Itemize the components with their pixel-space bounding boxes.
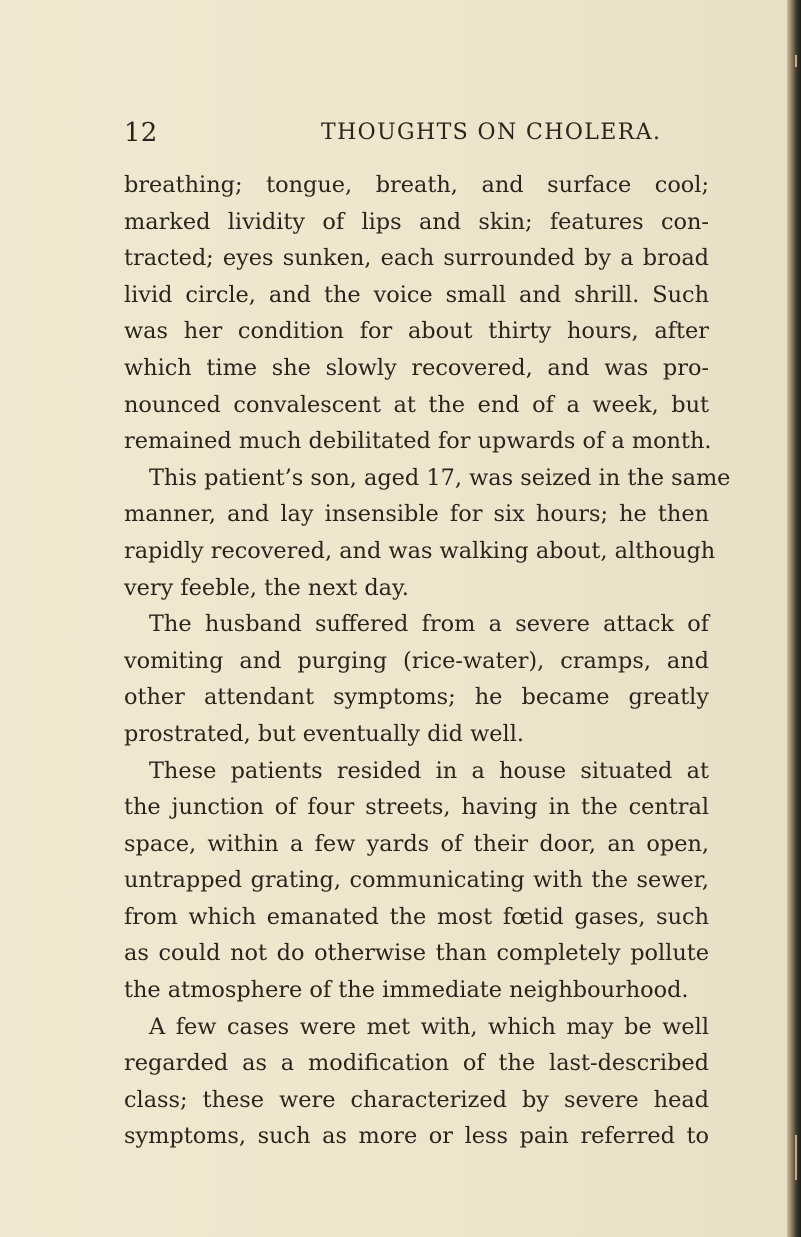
binding-mark [795,1135,797,1180]
text-line: very feeble, the next day. [124,574,409,601]
text-line: other attendant symptoms; he became greatly [124,684,709,711]
text-line: symptoms, such as more or less pain referred to [124,1123,709,1150]
text-line: vomiting and purging (rice-water), cramps, and [124,647,709,674]
body-text [124,167,731,1155]
running-title: THOUGHTS ON CHOLERA. [321,120,662,145]
text-line: The husband suffered from a severe attack of [149,611,709,638]
text-line: the junction of four streets, having in the central [124,794,709,821]
page-number: 12 [124,118,158,148]
text-line: as could not do otherwise than completely pollute [124,940,709,967]
book-binding-edge [787,0,801,1237]
text-line: manner, and lay insensible for six hours; he then [124,501,709,528]
text-line: untrapped grating, communicating with the sewer, [124,867,709,894]
text-line: marked lividity of lips and skin; features con- [124,208,709,235]
binding-mark [795,55,797,67]
text-line: livid circle, and the voice small and shrill. Such [124,281,709,308]
text-line: rapidly recovered, and was walking about, although [124,537,716,564]
text-line: tracted; eyes sunken, each surrounded by a broad [124,245,709,272]
text-line: remained much debilitated for upwards of a month. [124,428,712,455]
text-line: class; these were characterized by severe head [124,1086,709,1113]
text-line: from which emanated the most fœtid gases, such [124,903,709,930]
page-header [124,118,709,148]
text-line: was her condition for about thirty hours, after [124,318,709,345]
text-line: the atmosphere of the immediate neighbourhood. [124,977,689,1004]
text-line: breathing; tongue, breath, and surface cool; [124,172,709,198]
text-line: These patients resided in a house situated at [149,757,709,784]
text-line: which time she slowly recovered, and was pro- [124,354,709,381]
text-line: This patient’s son, aged 17, was seized in the same [149,464,731,491]
text-line: A few cases were met with, which may be well [149,1013,709,1040]
text-line: space, within a few yards of their door, an open, [124,830,709,857]
text-line: prostrated, but eventually did well. [124,720,524,747]
text-line: nounced convalescent at the end of a week, but [124,391,709,418]
text-line: regarded as a modification of the last-described [124,1050,709,1077]
